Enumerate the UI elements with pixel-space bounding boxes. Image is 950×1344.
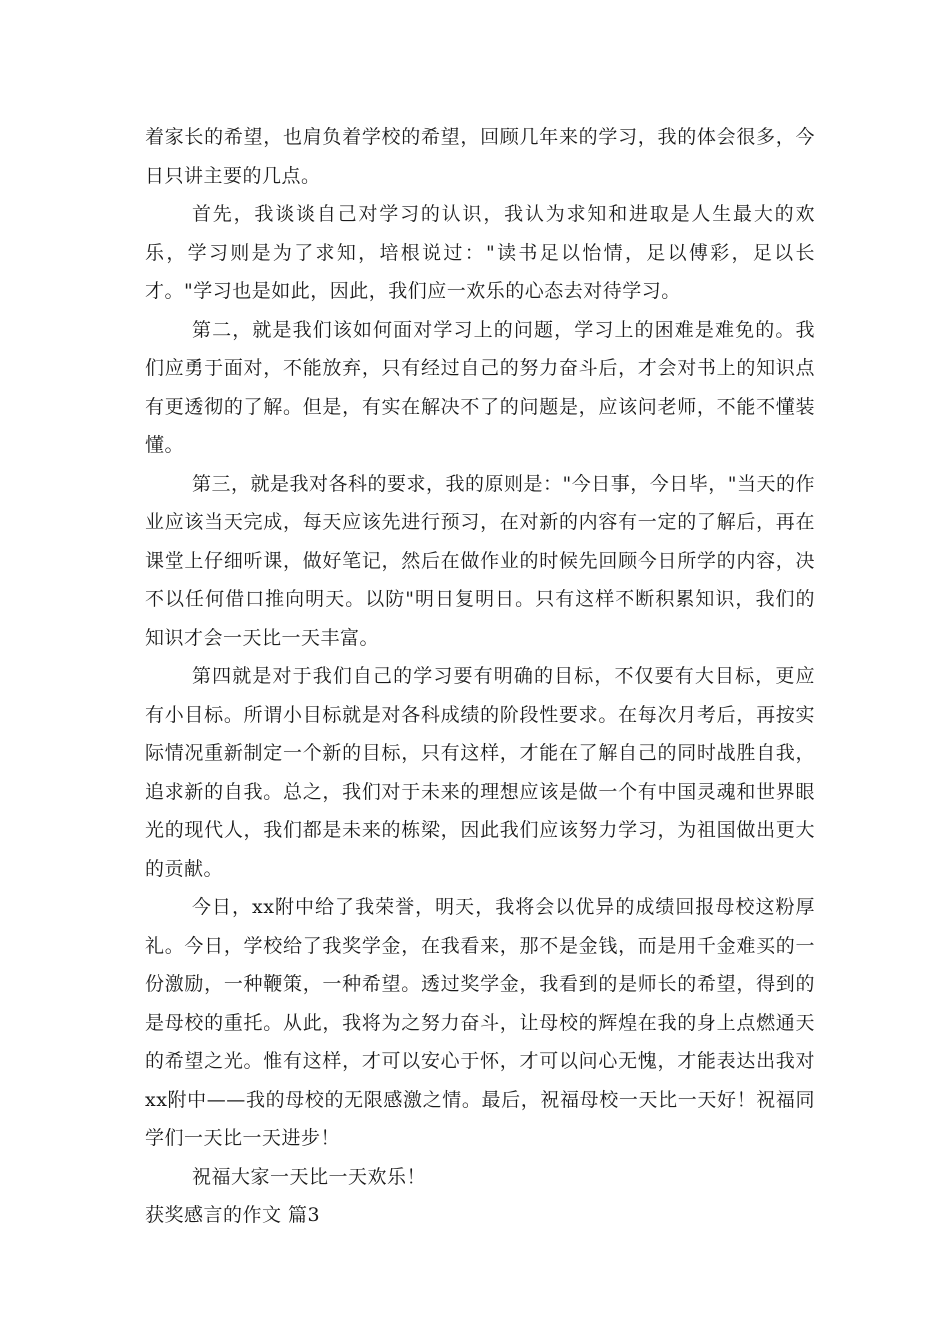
paragraph-third-point: 第三，就是我对各科的要求，我的原则是："今日事，今日毕，"当天的作业应该当天完成，每天应该先进行预习，在对新的内容有一定的了解后，再在课堂上仔细听课，做好笔记，然后在做作业的时候先回顾今日所学的内容，决不以任何借口推向明天。以防"明日复明日。只有这样不断积累知识，我们的知识才会一天比一天丰富。 — [145, 472, 815, 649]
paragraph-gratitude: 今日，xx附中给了我荣誉，明天，我将会以优异的成绩回报母校这粉厚礼。今日，学校给了我奖学金，在我看来，那不是金钱，而是用千金难买的一份激励，一种鞭策，一种希望。透过奖学金，我看到的是师长的希望，得到的是母校的重托。从此，我将为之努力奋斗，让母校的辉煌在我的身上点燃通天的希望之光。惟有这样，才可以安心于怀，才可以问心无愧，才能表达出我对xx附中——我的母校的无限感激之情。最后，祝福母校一天比一天好！祝福同学们一天比一天进步！ — [145, 896, 815, 1149]
paragraph-first-point: 首先，我谈谈自己对学习的认识，我认为求知和进取是人生最大的欢乐，学习则是为了求知，培根说过："读书足以怡情，足以傅彩，足以长才。"学习也是如此，因此，我们应一欢乐的心态去对待学习。 — [145, 203, 815, 302]
paragraph-fourth-point: 第四就是对于我们自己的学习要有明确的目标，不仅要有大目标，更应有小目标。所谓小目标就是对各科成绩的阶段性要求。在每次月考后，再按实际情况重新制定一个新的目标，只有这样，才能在了解自己的同时战胜自我，追求新的自我。总之，我们对于未来的理想应该是做一个有中国灵魂和世界眼光的现代人，我们都是未来的栋梁，因此我们应该努力学习，为祖国做出更大的贡献。 — [145, 665, 815, 880]
section-title: 获奖感言的作文 篇3 — [145, 1204, 321, 1226]
paragraph-second-point: 第二，就是我们该如何面对学习上的问题，学习上的困难是难免的。我们应勇于面对，不能放弃，只有经过自己的努力奋斗后，才会对书上的知识点有更透彻的了解。但是，有实在解决不了的问题是，应该问老师，不能不懂装懂。 — [145, 318, 815, 456]
paragraph-continuation: 着家长的希望，也肩负着学校的希望，回顾几年来的学习，我的体会很多，今日只讲主要的几点。 — [145, 126, 815, 187]
document-body — [145, 118, 815, 1235]
paragraph-closing: 祝福大家一天比一天欢乐！ — [192, 1165, 427, 1188]
